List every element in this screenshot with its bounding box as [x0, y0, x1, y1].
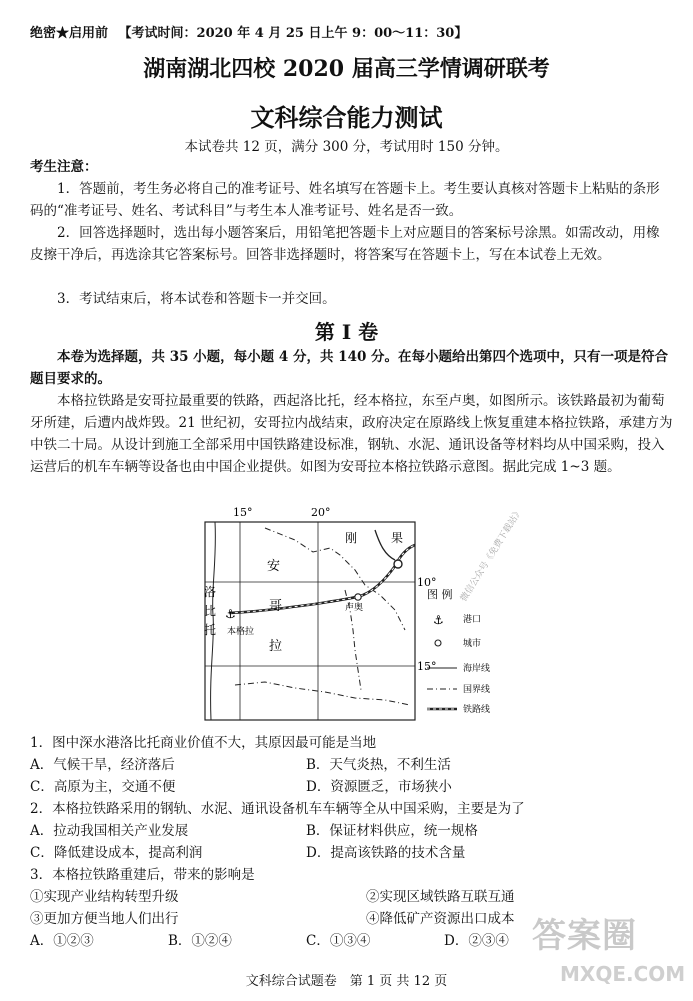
label-lat-15: 15° [417, 660, 437, 673]
q2-option-a[interactable]: A．拉动我国相关产业发展 [30, 823, 189, 839]
q2-option-c[interactable]: C．降低建设成本，提高利润 [30, 845, 203, 861]
label-benguela: 本格拉 [227, 627, 255, 637]
legend-title: 图 例 [427, 588, 453, 601]
port-anchor-icon: ⚓ [225, 607, 236, 621]
label-congo-gang: 刚 [345, 531, 358, 545]
label-lon-20: 20° [311, 506, 331, 519]
watermark-url: MXQE.COM [560, 962, 686, 986]
border-south [235, 682, 410, 705]
legend-port-label: 港口 [463, 615, 482, 625]
q3-statement-3: ③更加方便当地人们出行 [30, 911, 179, 927]
notice-item-1: 1．答题前，考生务必将自己的准考证号、姓名填写在答题卡上。考生要认真核对答题卡上粘贴的条形码的“准考证号、姓名、考试科目”与考生本人准考证号、姓名是否一致。 [30, 181, 660, 219]
label-lat-10: 10° [417, 576, 437, 589]
map-watermark: 微信公众号《免费下载站》 [459, 506, 525, 604]
legend-city-icon [435, 640, 441, 646]
notice-item-2: 2．回答选择题时，选出每小题答案后，用铅笔把答题卡上对应题目的答案标号涂黑。如需改动，用橡皮擦干净后，再选涂其它答案标号。回答非选择题时，将答案写在答题卡上，写在本试卷上无效。 [30, 225, 660, 263]
notice-item-3: 3．考试结束后，将本试卷和答题卡一并交回。 [57, 291, 336, 307]
label-angola-la: 拉 [269, 639, 283, 654]
label-angola-ge: 哥 [269, 599, 283, 614]
exam-time: 【考试时间：2020 年 4 月 25 日上午 9：00～11：30】 [118, 26, 468, 41]
legend-coast-label: 海岸线 [463, 664, 491, 674]
question-3-stem: 3．本格拉铁路重建后，带来的影响是 [30, 867, 255, 883]
section-title: 第 I 卷 [314, 320, 379, 344]
label-lobito-2: 比 [204, 604, 217, 618]
q1-option-b[interactable]: B．天气炎热，不利生活 [306, 757, 451, 773]
q1-option-c[interactable]: C．高原为主，交通不便 [30, 779, 176, 795]
q1-option-d[interactable]: D．资源匮乏，市场狭小 [306, 779, 452, 795]
q3-option-b[interactable]: B．①②④ [168, 933, 232, 949]
q3-statement-2: ②实现区域铁路互联互通 [366, 889, 515, 905]
passage: 本格拉铁路是安哥拉最重要的铁路，西起洛比托，经本格拉，东至卢奥，如图所示。该铁路最初为葡萄牙所建，后遭内战炸毁。21 世纪初，安哥拉内战结束，政府决定在原路线上恢复重建本格拉铁路，承建方为中铁二十局。从设计到施工全部采用中国铁路建设标准，钢轨、水泥、通讯设备等材料均从中国采购，投入运营后的机车车辆等设备也由中国企业提供。如图为安哥拉本格拉铁路示意图。据此完成 1~3 题。 [30, 393, 673, 475]
coastline [211, 522, 216, 720]
secret-text: 绝密★启用前 [30, 26, 109, 41]
label-lon-15: 15° [233, 506, 253, 519]
exam-info: 本试卷共 12 页，满分 300 分，考试用时 150 分钟。 [184, 139, 509, 155]
page-footer: 文科综合试题卷 第 1 页 共 12 页 [245, 974, 448, 989]
q3-option-d[interactable]: D．②③④ [444, 933, 509, 949]
q3-option-a[interactable]: A．①②③ [30, 933, 94, 949]
q1-option-a[interactable]: A．气候干旱，经济落后 [30, 757, 175, 773]
legend-city-label: 城市 [463, 639, 482, 649]
answer-circle-logo: 答案圈 [532, 916, 637, 956]
label-lobito-3: 托 [204, 623, 217, 637]
q2-option-d[interactable]: D．提高该铁路的技术含量 [306, 845, 466, 861]
angola-railway-map [195, 500, 535, 725]
label-angola-an: 安 [267, 559, 281, 574]
map-svg [195, 500, 535, 725]
exam-title: 湖南湖北四校 2020 届高三学情调研联考 [143, 56, 550, 82]
label-lobito-1: 洛 [204, 585, 217, 599]
q2-option-b[interactable]: B．保证材料供应，统一规格 [306, 823, 478, 839]
legend-border-label: 国界线 [463, 685, 491, 695]
legend-rail-label: 铁路线 [463, 705, 491, 715]
question-1-stem: 1．图中深水港洛比托商业价值不大，其原因最可能是当地 [30, 735, 377, 751]
map-frame [205, 522, 415, 720]
q3-option-c[interactable]: C．①③④ [306, 933, 371, 949]
exam-subtitle: 文科综合能力测试 [250, 103, 443, 132]
city-congo-marker [394, 560, 402, 568]
legend-port-icon: ⚓ [433, 613, 444, 627]
label-congo-guo: 果 [391, 531, 404, 545]
q3-statement-1: ①实现产业结构转型升级 [30, 889, 179, 905]
city-luau-marker [355, 594, 361, 600]
railway-line [229, 545, 415, 613]
notice-heading: 考生注意： [30, 159, 98, 175]
section-instruction: 本卷为选择题，共 35 小题，每小题 4 分，共 140 分。在每小题给出第四个选项中，只有一项是符合题目要求的。 [30, 349, 669, 387]
q3-statement-4: ④降低矿产资源出口成本 [366, 911, 515, 927]
question-2-stem: 2．本格拉铁路采用的钢轨、水泥、通讯设备机车车辆等全从中国采购，主要是为了 [30, 801, 525, 817]
label-luau: 卢奥 [345, 603, 364, 613]
secret-label [30, 22, 467, 41]
